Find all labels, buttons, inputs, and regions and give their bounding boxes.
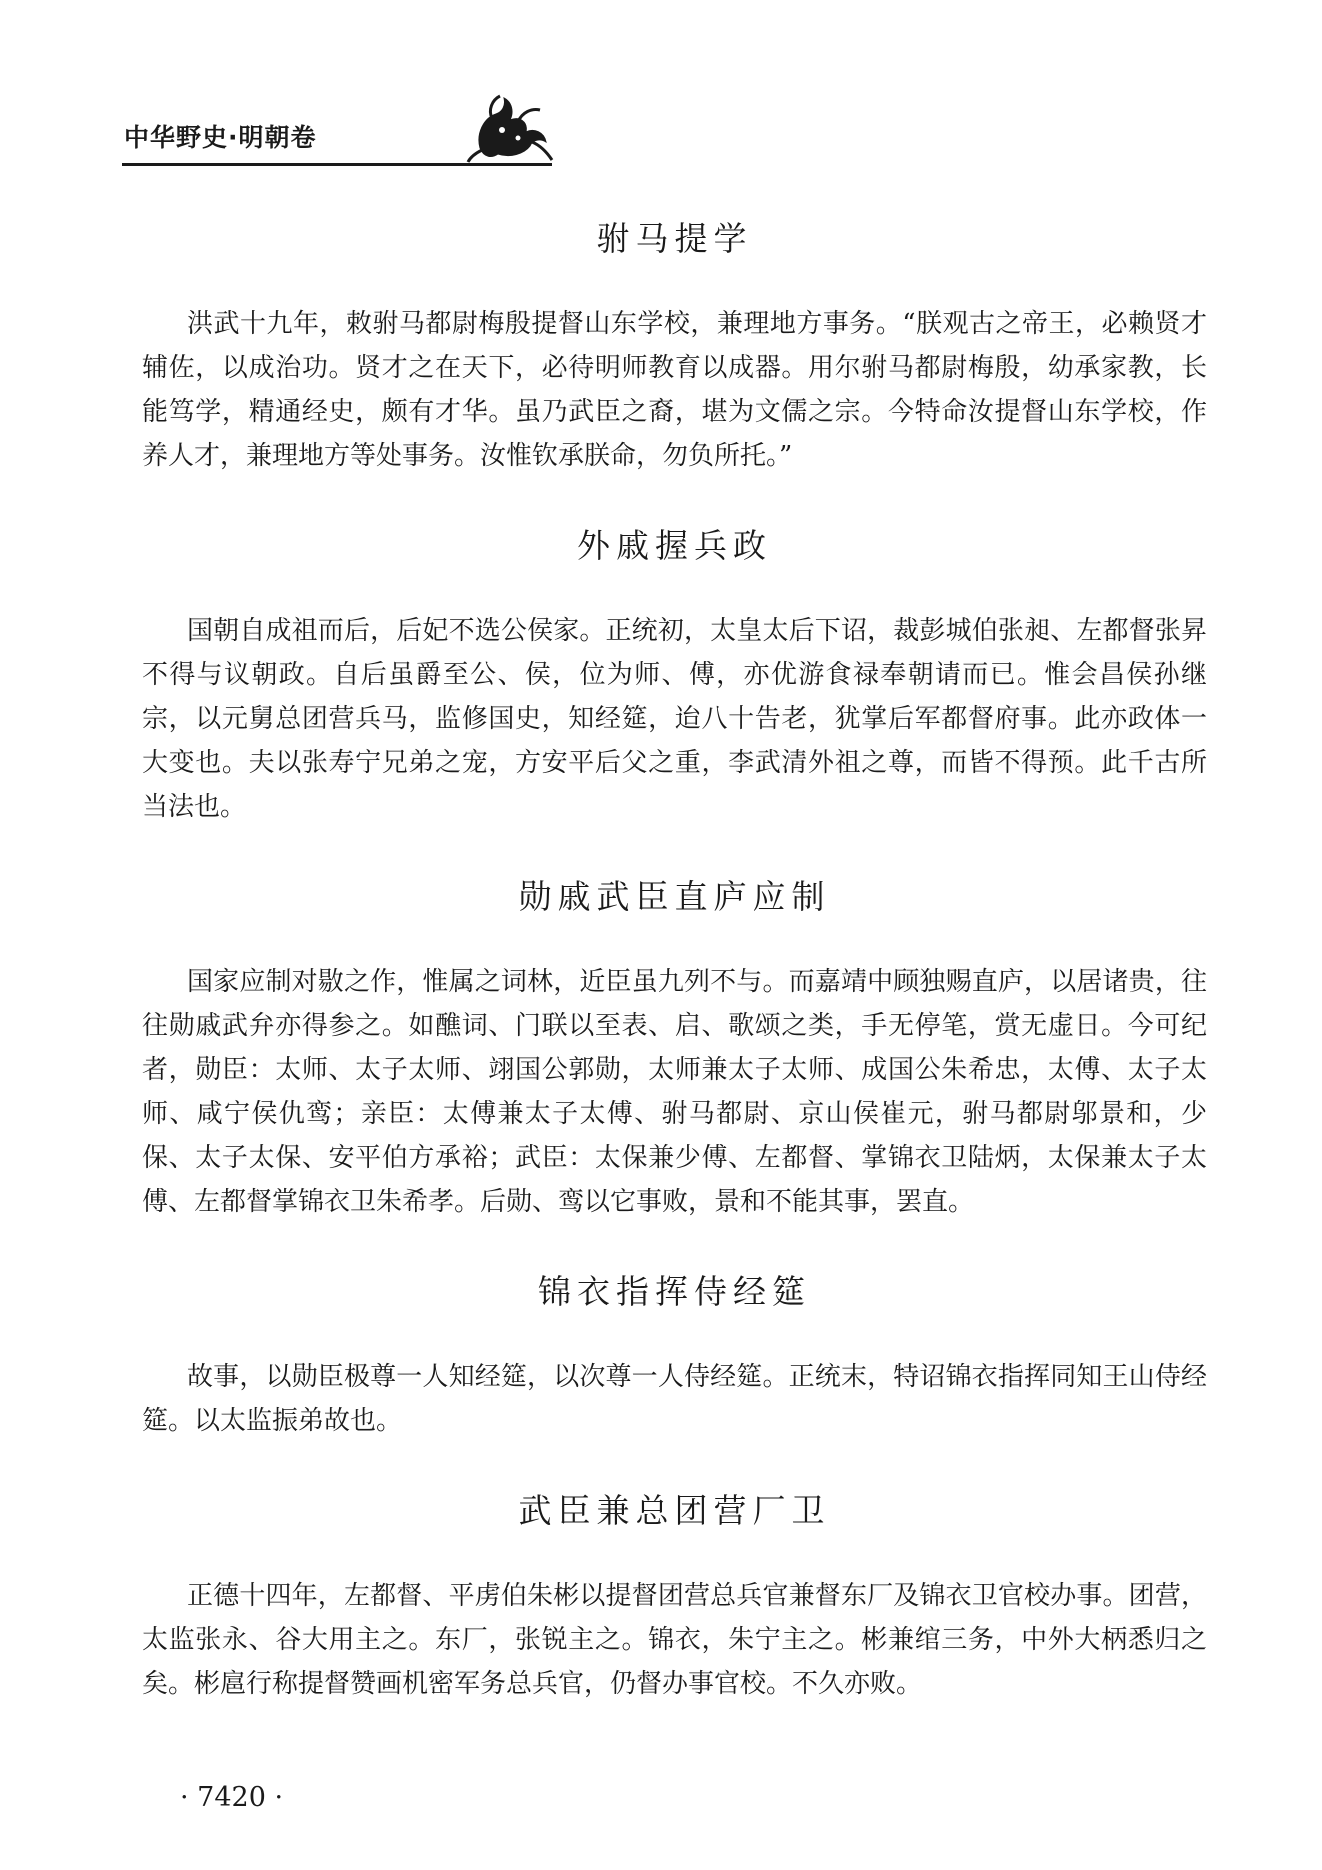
section-title-1: 驸马提学 <box>596 219 753 258</box>
section-body-3: 国家应制对敭之作，惟属之词林，近臣虽九列不与。而嘉靖中顾独赐直庐，以居诸贵，往往勋戚武弁亦得参之。如醮词、门联以至表、启、歌颂之类，手无停笔，赏无虚日。今可纪者，勋臣：太师、太子太师、翊国公郭勋，太师兼太子太师、成国公朱希忠，太傅、太子太师、咸宁侯仇鸾；亲臣：太傅兼太子太傅、驸马都尉、京山侯崔元，驸马都尉邬景和，少保、太子太保、安平伯方承裕；武臣：太保兼少傅、左都督、掌锦衣卫陆炳，太保兼太子太傅、左都督掌锦衣卫朱希孝。后勋、鸾以它事败，景和不能其事，罢直。 <box>142 967 1207 1217</box>
section-body-5: 正德十四年，左都督、平虏伯朱彬以提督团营总兵官兼督东厂及锦衣卫官校办事。团营，太监张永、谷大用主之。东厂，张锐主之。锦衣，朱宁主之。彬兼绾三务，中外大柄悉归之矣。彬扈行称提督赞画机密军务总兵官，仍督办事官校。不久亦败。 <box>142 1581 1207 1699</box>
section-body-4: 故事，以勋臣极尊一人知经筵，以次尊一人侍经筵。正统末，特诏锦衣指挥同知王山侍经筵。以太监振弟故也。 <box>142 1362 1207 1436</box>
page-content <box>142 205 1207 1706</box>
section-title-3: 勋戚武臣直庐应制 <box>518 877 831 916</box>
section-title-2: 外戚握兵政 <box>577 526 772 565</box>
section-body-2: 国朝自成祖而后，后妃不选公侯家。正统初，太皇太后下诏，裁彭城伯张昶、左都督张昇不得与议朝政。自后虽爵至公、侯，位为师、傅，亦优游食禄奉朝请而已。惟会昌侯孙继宗，以元舅总团营兵马，监修国史，知经筵，迨八十告老，犹掌后军都督府事。此亦政体一大变也。夫以张寿宁兄弟之宠，方安平后父之重，李武清外祖之尊，而皆不得预。此千古所当法也。 <box>142 616 1207 822</box>
dragon-emblem-icon <box>462 88 562 164</box>
section-title-4: 锦衣指挥侍经筵 <box>538 1272 811 1311</box>
section-body-1: 洪武十九年，敕驸马都尉梅殷提督山东学校，兼理地方事务。“朕观古之帝王，必赖贤才辅佐，以成治功。贤才之在天下，必待明师教育以成器。用尔驸马都尉梅殷，幼承家教，长能笃学，精通经史，颇有才华。虽乃武臣之裔，堪为文儒之宗。今特命汝提督山东学校，作养人才，兼理地方等处事务。汝惟钦承朕命，勿负所托。” <box>142 309 1207 471</box>
section-title-5: 武臣兼总团营厂卫 <box>518 1491 831 1530</box>
page-number: · 7420 · <box>180 1782 284 1813</box>
header-rule <box>122 163 552 166</box>
book-title: 中华野史·明朝卷 <box>124 123 317 152</box>
running-header <box>122 86 682 166</box>
